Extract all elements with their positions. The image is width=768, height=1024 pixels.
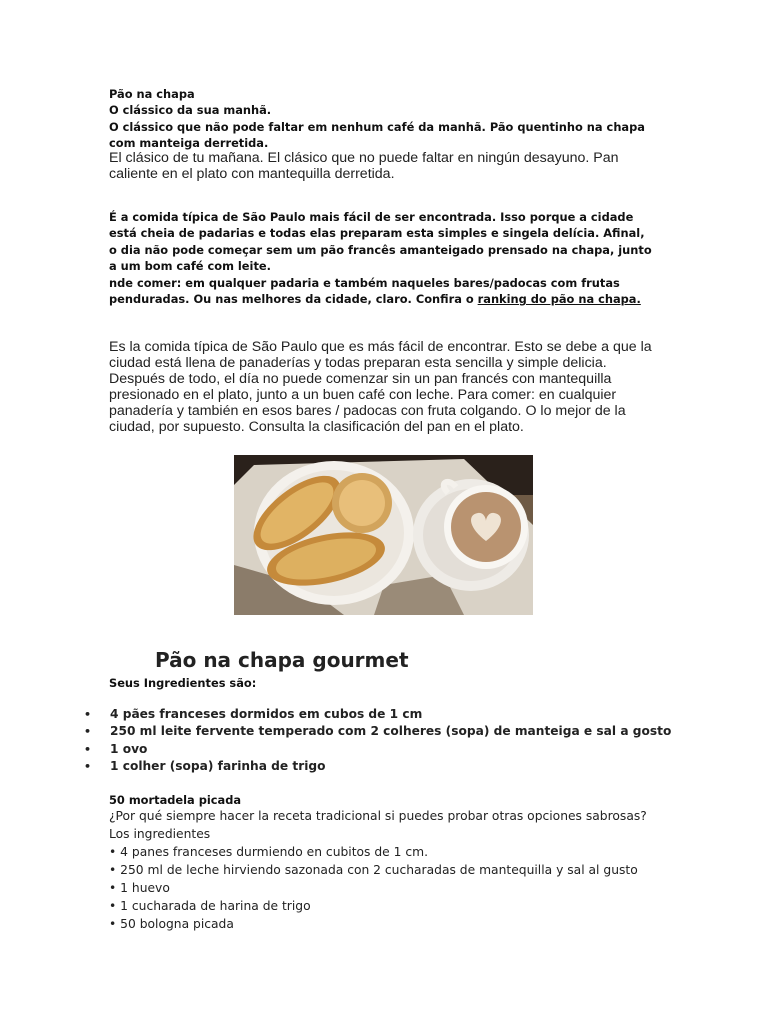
intro-title: Pão na chapa [109,87,195,101]
es-ingredients-title: Los ingredientes [109,827,211,841]
list-item: • 1 ovo [0,741,768,758]
intro-description-pt: O clássico que não pode faltar em nenhum café da manhã. Pão quentinho na chapa com manteiga derretida. [109,120,645,151]
es-list-item: • 4 panes franceses durmiendo en cubitos de 1 cm. [109,845,429,859]
es-list-item: • 250 ml de leche hirviendo sazonada con 2 cucharadas de mantequilla y sal al gusto [109,863,638,877]
intro-description-es: El clásico de tu mañana. El clásico que no puede faltar en ningún desayuno. Pan caliente en el plato con mantequilla derretida. [109,150,619,182]
extra-ingredient: 50 mortadela picada [109,793,242,807]
es-list-item: • 50 bologna picada [109,917,234,931]
bullet-icon: • [84,708,92,721]
es-recipe-question: ¿Por qué siempre hacer la receta tradicional si puedes probar otras opciones sabrosas? [109,809,647,823]
list-item: • 4 pães franceses dormidos em cubos de 1 cm [0,706,768,723]
ingredients-list [0,706,768,775]
ingredients-title: Seus Ingredientes são: [109,676,257,690]
where-to-eat-text: nde comer: em qualquer padaria e também naqueles bares/padocas com frutas penduradas. Ou nas melhores da cidade, claro. Confira o [109,276,620,307]
gourmet-heading: Pão na chapa gourmet [155,648,409,672]
ranking-link[interactable]: ranking do pão na chapa. [477,292,641,307]
list-item: • 250 ml leite fervente temperado com 2 colheres (sopa) de manteiga e sal a gosto [0,723,768,740]
body-paragraph-pt: É a comida típica de São Paulo mais fácil de ser encontrada. Isso porque a cidade está cheia de padarias e todas elas preparam esta simples e singela delícia. Afinal, o dia não pode começar sem um pão francês amanteigado prensado na chapa, junto a um bom café com leite. [109,210,652,273]
bullet-icon: • [84,725,92,739]
bullet-icon: • [84,759,92,773]
es-list-item: • 1 cucharada de harina de trigo [109,899,311,913]
es-list-item: • 1 huevo [109,881,170,895]
intro-subtitle: O clássico da sua manhã. [109,103,272,117]
body-paragraph-es: Es la comida típica de São Paulo que es más fácil de encontrar. Esto se debe a que la ciudad está llena de panaderías y todas preparan esta sencilla y simple delicia. Después de todo, el día no puede comenzar sin un pan francés con mantequilla presionado en el plato, junto a un buen café con leche. Para comer: en cualquier panadería y también en esos bares / padocas con fruta colgando. O lo mejor de la ciudad, por supuesto. Consulta la clasificación del pan en el plato. [109,339,652,435]
where-to-eat-pt [109,275,659,308]
list-item: • 1 colher (sopa) farinha de trigo [0,758,768,775]
bullet-icon: • [84,742,92,756]
breakfast-photo [234,455,533,615]
